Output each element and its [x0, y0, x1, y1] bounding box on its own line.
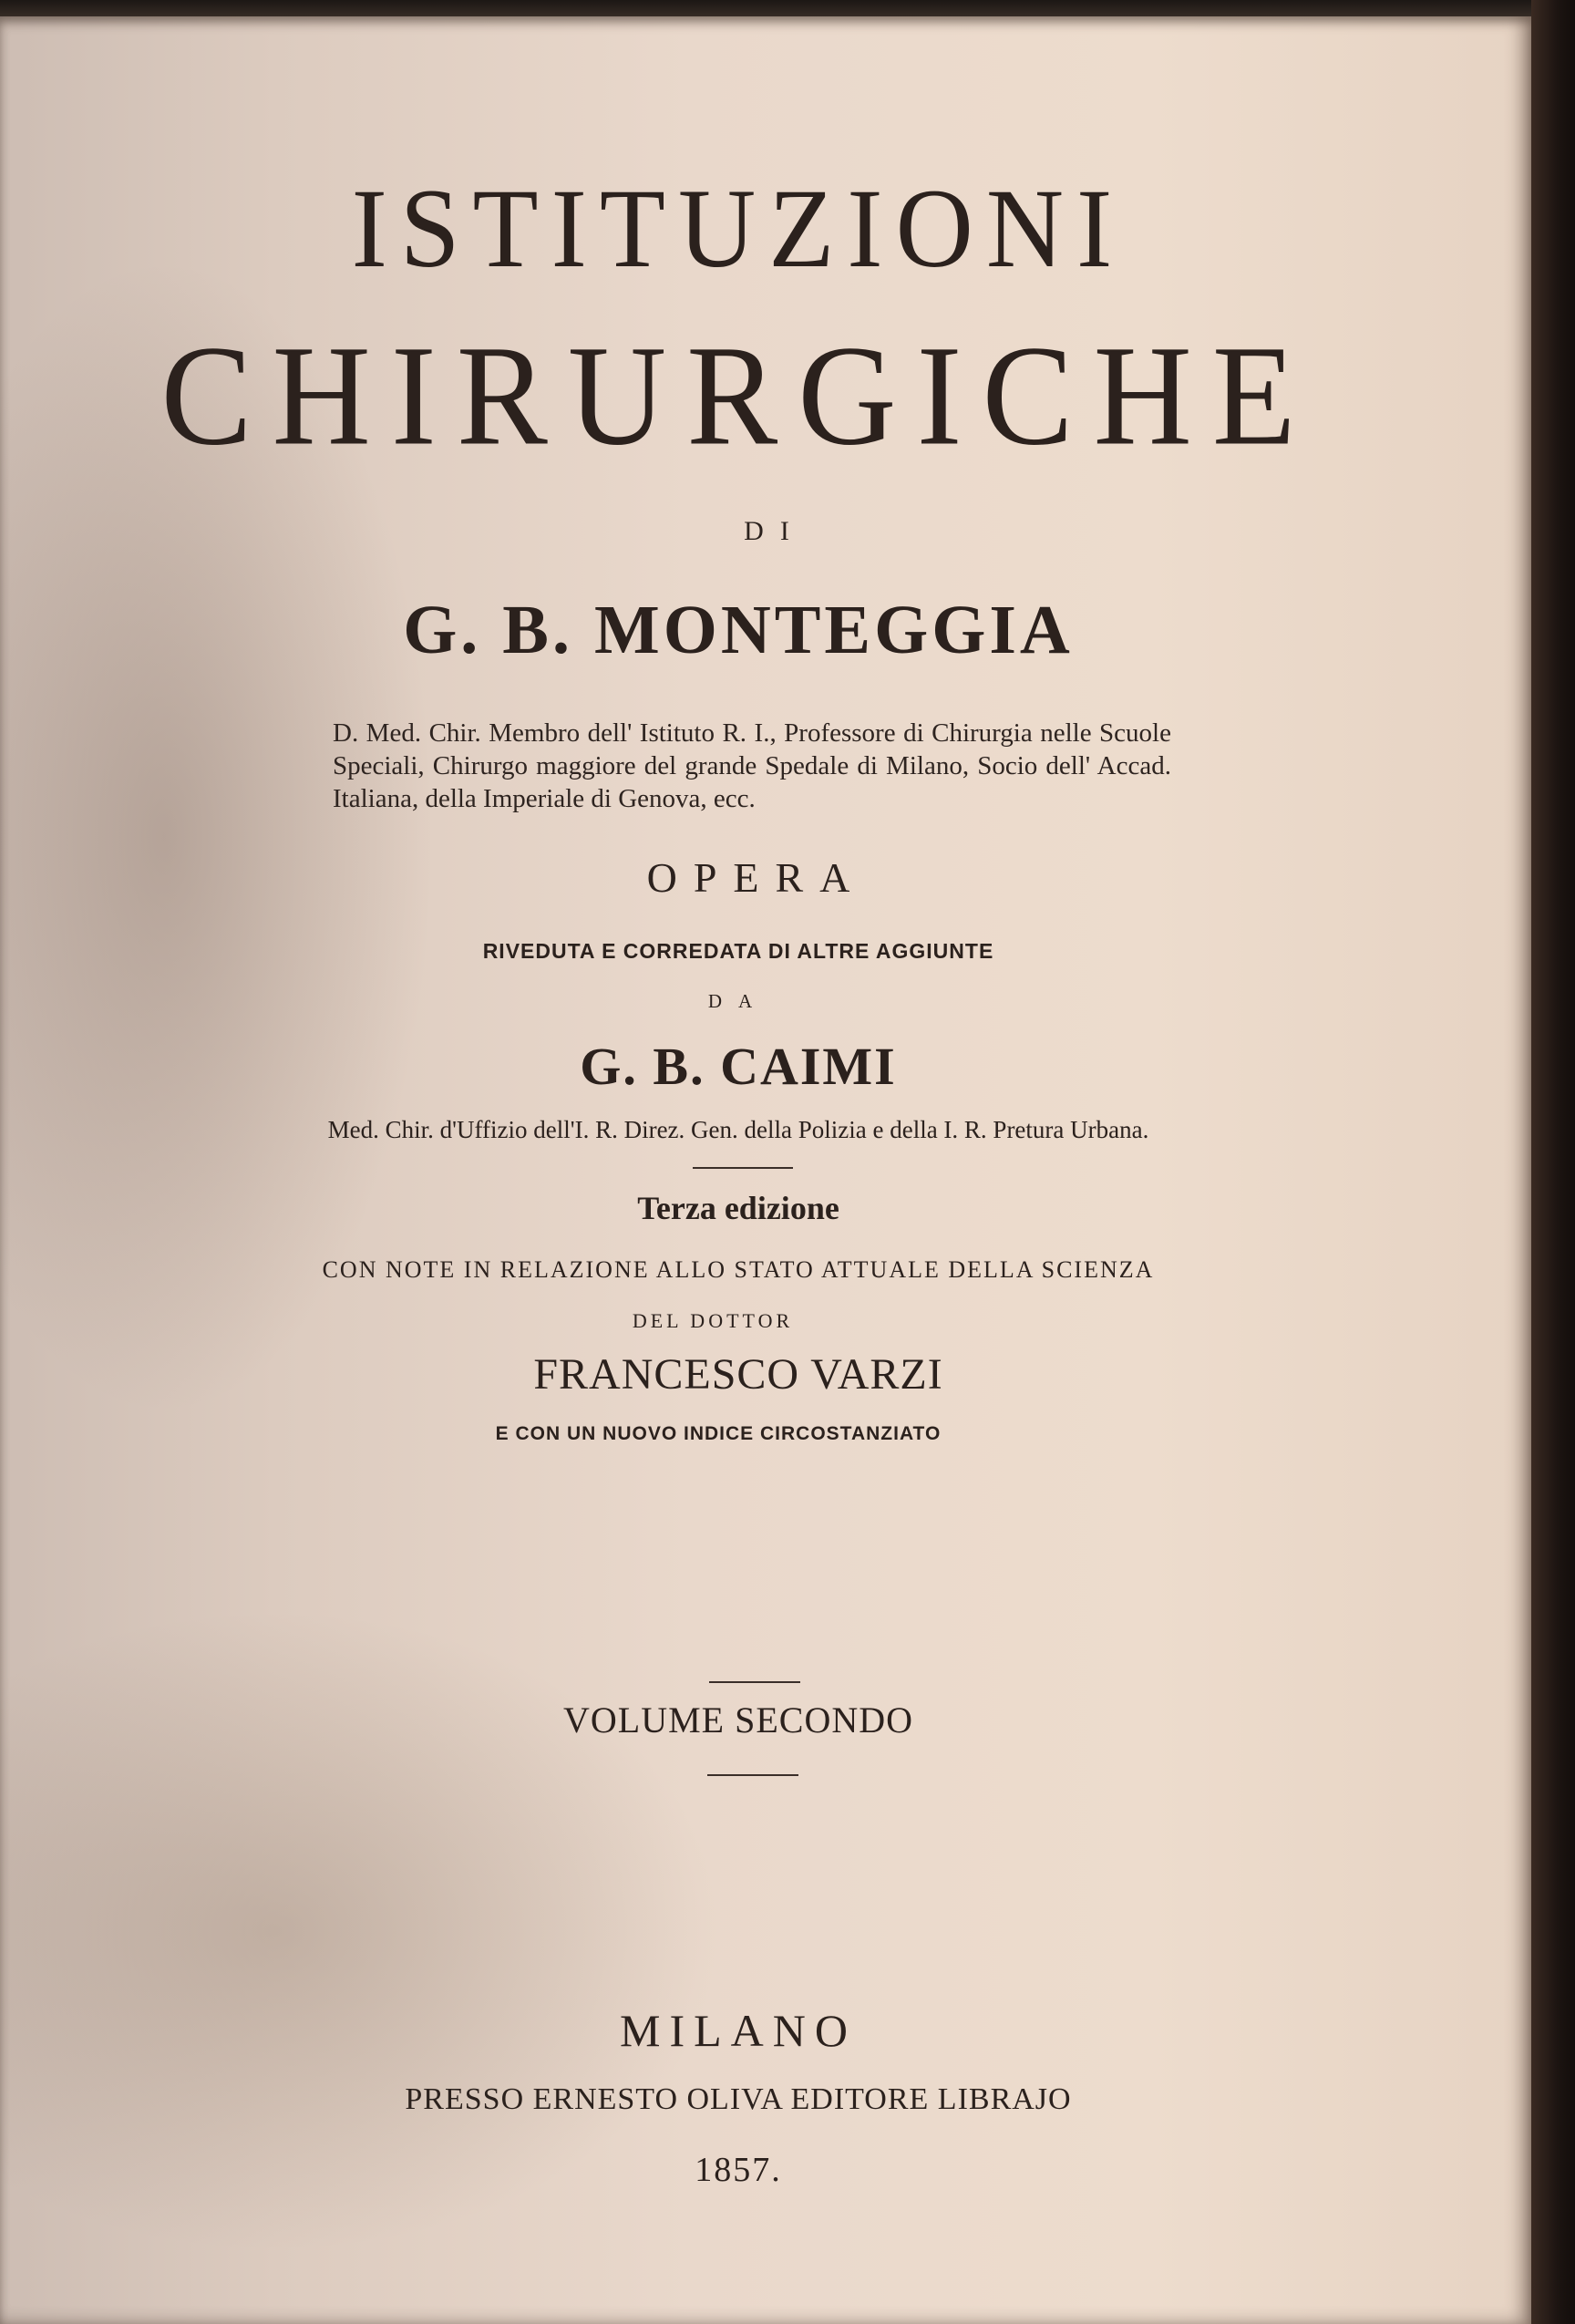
editor-role: Med. Chir. d'Uffizio dell'I. R. Direz. Gen. della Polizia e della I. R. Pretura Urbana.	[327, 1116, 1149, 1143]
edition-note: CON NOTE IN RELAZIONE ALLO STATO ATTUALE DELLA SCIENZA	[322, 1256, 1155, 1283]
publisher: PRESSO ERNESTO OLIVA EDITORE LIBRAJO	[405, 2082, 1072, 2116]
title-line-1: ISTITUZIONI	[351, 165, 1126, 292]
edition: Terza edizione	[637, 1190, 839, 1226]
annotator-name: FRANCESCO VARZI	[533, 1350, 943, 1399]
index-note: E CON UN NUOVO INDICE CIRCOSTANZIATO	[495, 1423, 942, 1444]
book-spine-edge	[1531, 0, 1575, 2324]
divider-rule	[693, 1167, 793, 1169]
revision-note: RIVEDUTA E CORREDATA DI ALTRE AGGIUNTE	[482, 939, 994, 963]
divider-rule	[707, 1774, 798, 1776]
work-label: OPERA	[646, 854, 867, 901]
author-name: G. B. MONTEGGIA	[403, 592, 1074, 668]
publication-city: MILANO	[620, 2005, 857, 2056]
title-line-2: CHIRURGICHE	[160, 315, 1316, 476]
editor-intro: DA	[707, 990, 769, 1012]
editor-name: G. B. CAIMI	[580, 1037, 897, 1096]
author-credentials: D. Med. Chir. Membro dell' Istituto R. I., Professore di Chirurgia nelle Scuole Speciali, Chirurgo maggiore del grande Spedale di Milano, Socio dell' Accad. Italiana, della Imperiale di Genova, ecc.	[333, 718, 1171, 813]
volume-label: VOLUME SECONDO	[563, 1699, 913, 1740]
title-page	[0, 16, 1531, 2324]
divider-rule	[709, 1681, 800, 1683]
publication-year: 1857.	[695, 2151, 782, 2189]
author-intro: DI	[744, 516, 806, 546]
annotator-intro: DEL DOTTOR	[632, 1309, 794, 1332]
